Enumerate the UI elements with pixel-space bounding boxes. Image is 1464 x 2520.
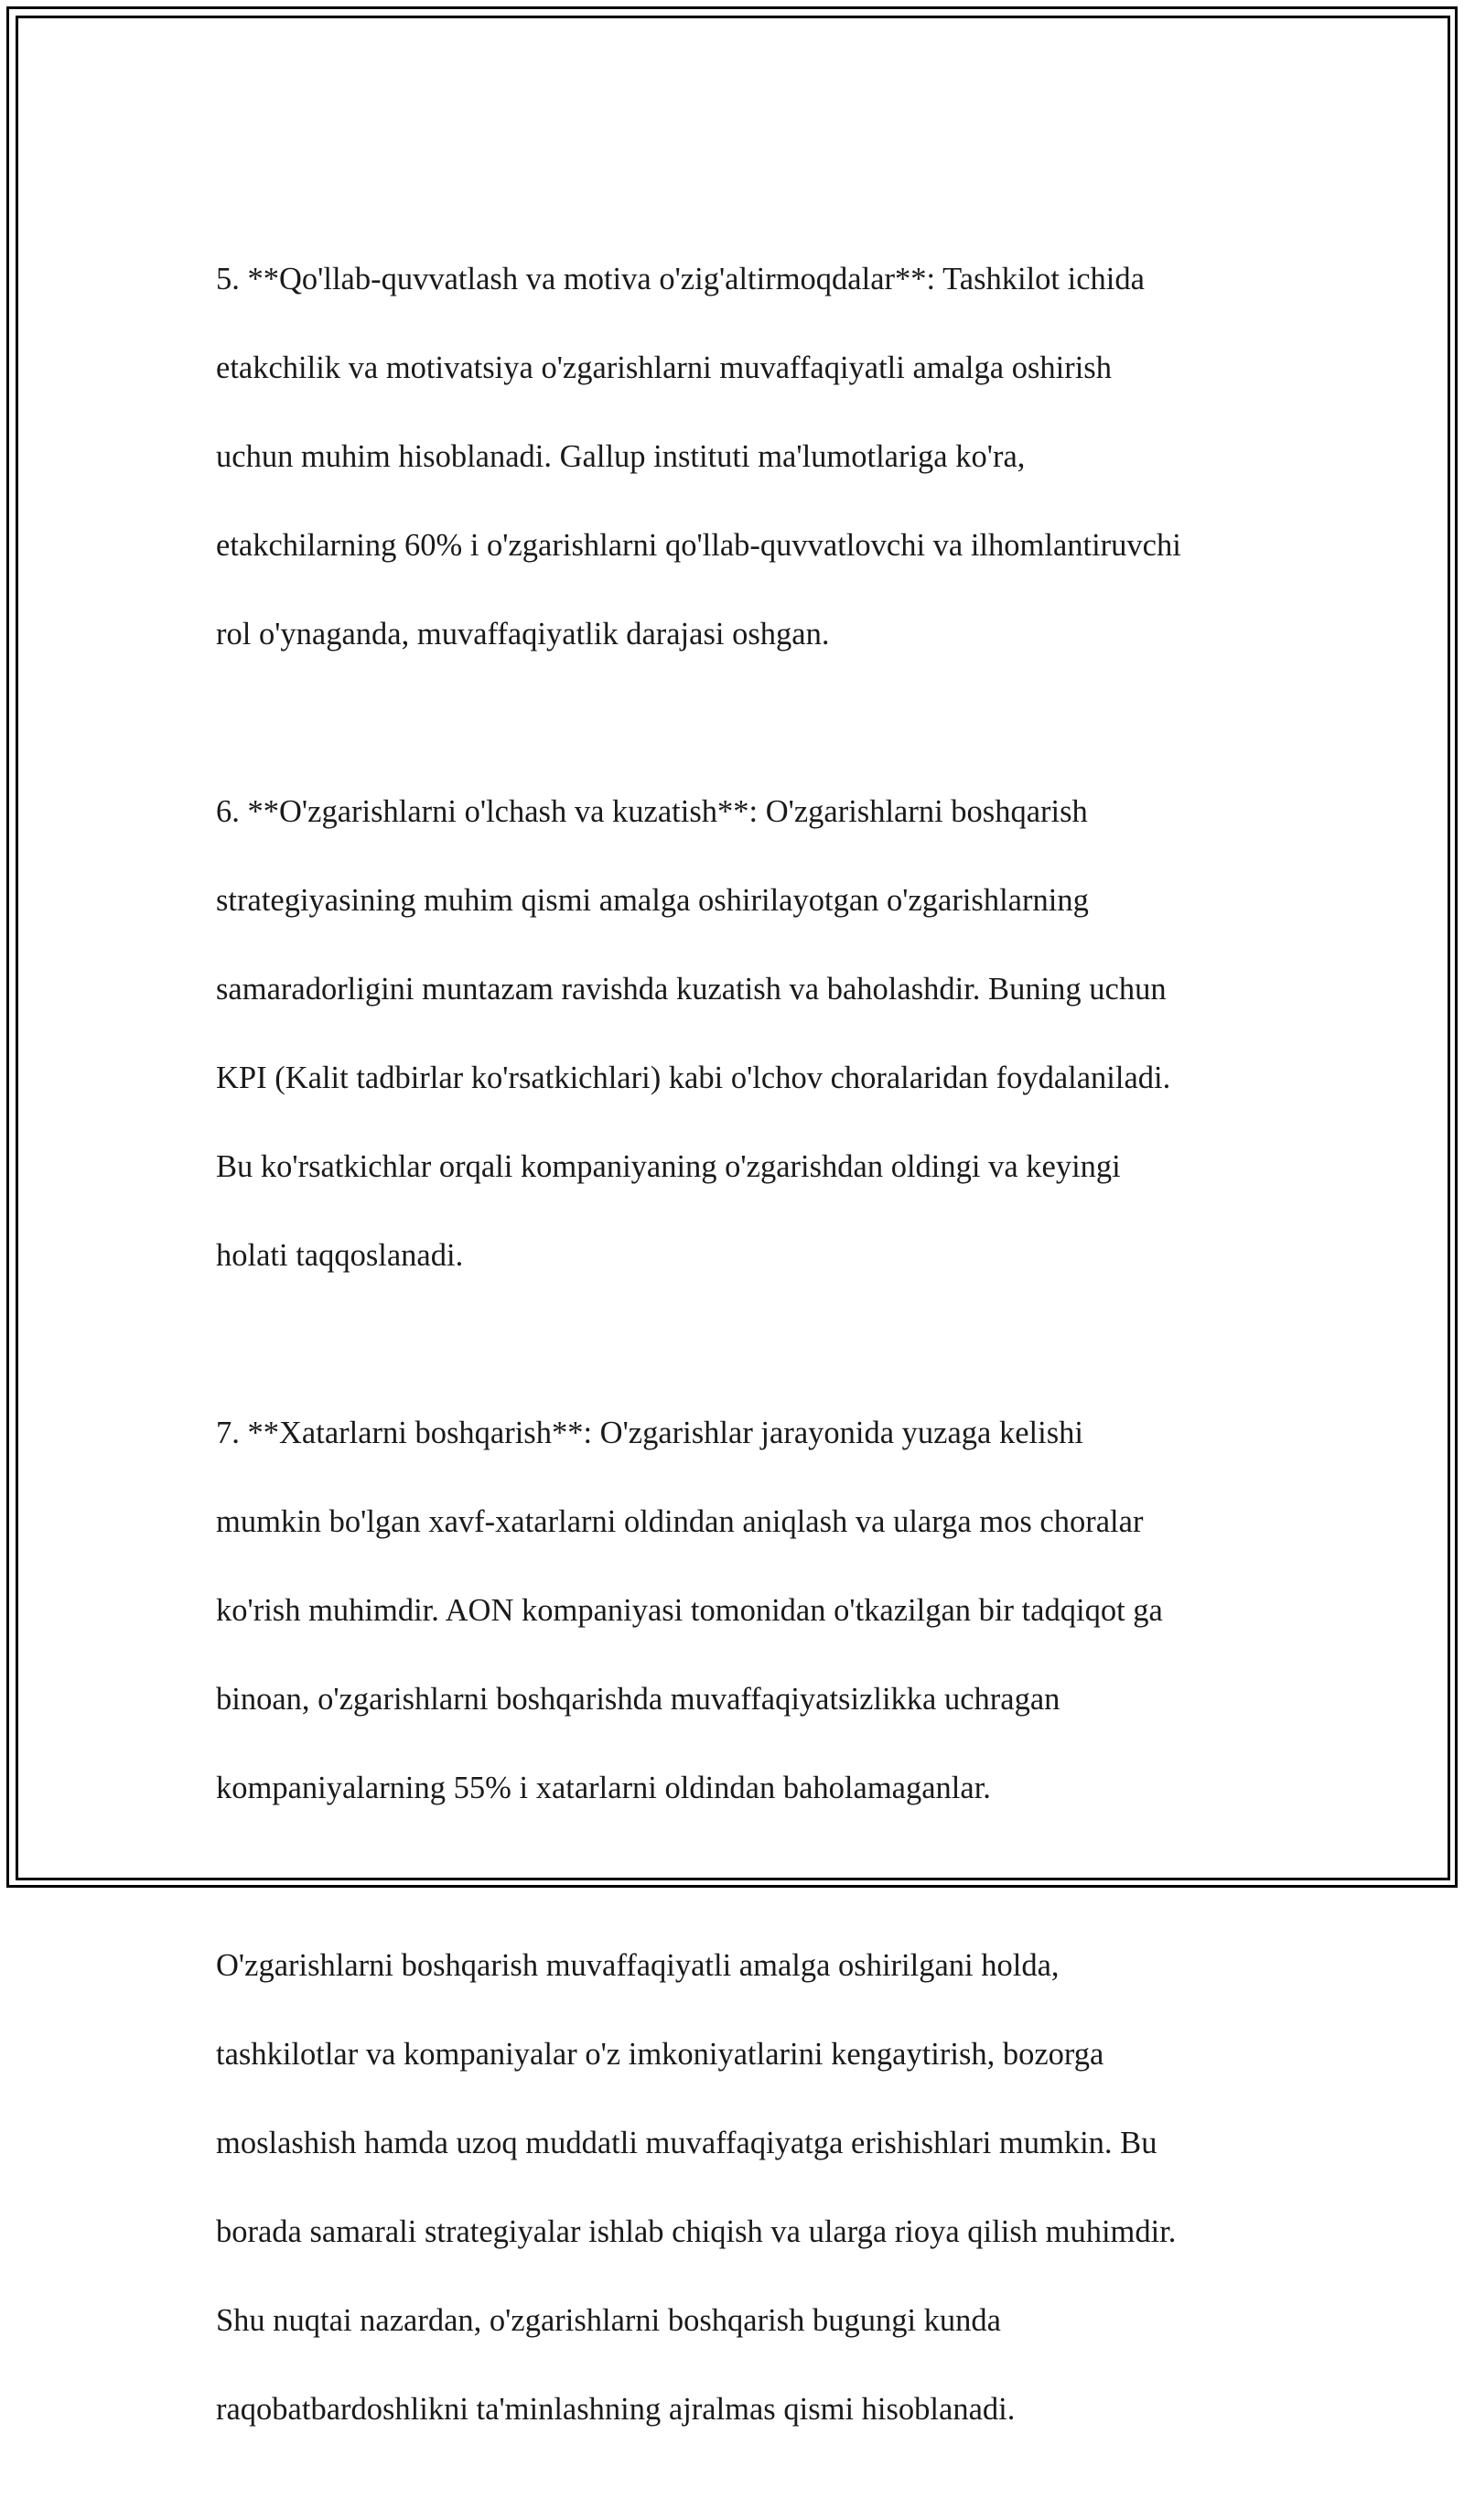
- paragraph-risk-management: [216, 1366, 1259, 1855]
- text-line: binoan, o'zgarishlarni boshqarishda muvaffaqiyatsizlikka uchragan: [216, 1681, 1060, 1717]
- text-line: holati taqqoslanadi.: [216, 1237, 464, 1273]
- text-line: raqobatbardoshlikni ta'minlashning ajralmas qismi hisoblanadi.: [216, 2391, 1016, 2427]
- document-body: [216, 212, 1259, 2520]
- text-line: uchun muhim hisoblanadi. Gallup instituti ma'lumotlariga ko'ra,: [216, 438, 1026, 474]
- text-line: Bu ko'rsatkichlar orqali kompaniyaning o'zgarishdan oldingi va keyingi: [216, 1148, 1121, 1184]
- text-line: O'zgarishlarni boshqarish muvaffaqiyatli amalga oshirilgani holda,: [216, 1947, 1060, 1983]
- text-line: KPI (Kalit tadbirlar ko'rsatkichlari) kabi o'lchov choralaridan foydalaniladi.: [216, 1060, 1171, 1095]
- text-line: samaradorligini muntazam ravishda kuzatish va baholashdir. Buning uchun: [216, 971, 1167, 1007]
- text-line: etakchilarning 60% i o'zgarishlarni qo'llab-quvvatlovchi va ilhomlantiruvchi: [216, 527, 1181, 563]
- text-line: rol o'ynaganda, muvaffaqiyatlik darajasi oshgan.: [216, 616, 830, 652]
- text-line: 7. **Xatarlarni boshqarish**: O'zgarishlar jarayonida yuzaga kelishi: [216, 1415, 1083, 1450]
- text-line: ko'rish muhimdir. AON kompaniyasi tomonidan o'tkazilgan bir tadqiqot ga: [216, 1592, 1163, 1628]
- paragraph-conclusion: [216, 1899, 1259, 2476]
- text-line: Shu nuqtai nazardan, o'zgarishlarni boshqarish bugungi kunda: [216, 2302, 1001, 2338]
- text-line: strategiyasining muhim qismi amalga oshirilayotgan o'zgarishlarning: [216, 882, 1089, 918]
- text-line: 6. **O'zgarishlarni o'lchash va kuzatish**: O'zgarishlarni boshqarish: [216, 793, 1088, 829]
- paragraph-measure-track: [216, 745, 1259, 1322]
- text-line: tashkilotlar va kompaniyalar o'z imkoniyatlarini kengaytirish, bozorga: [216, 2036, 1104, 2072]
- text-line: 5. **Qo'llab-quvvatlash va motiva o'zig'altirmoqdalar**: Tashkilot ichida: [216, 261, 1145, 296]
- text-line: kompaniyalarning 55% i xatarlarni oldindan baholamaganlar.: [216, 1770, 991, 1805]
- paragraph-support-motivation: [216, 212, 1259, 701]
- text-line: borada samarali strategiyalar ishlab chiqish va ularga rioya qilish muhimdir.: [216, 2213, 1177, 2249]
- text-line: etakchilik va motivatsiya o'zgarishlarni muvaffaqiyatli amalga oshirish: [216, 350, 1112, 385]
- text-line: moslashish hamda uzoq muddatli muvaffaqiyatga erishishlari mumkin. Bu: [216, 2125, 1157, 2160]
- text-line: mumkin bo'lgan xavf-xatarlarni oldindan aniqlash va ularga mos choralar: [216, 1503, 1144, 1539]
